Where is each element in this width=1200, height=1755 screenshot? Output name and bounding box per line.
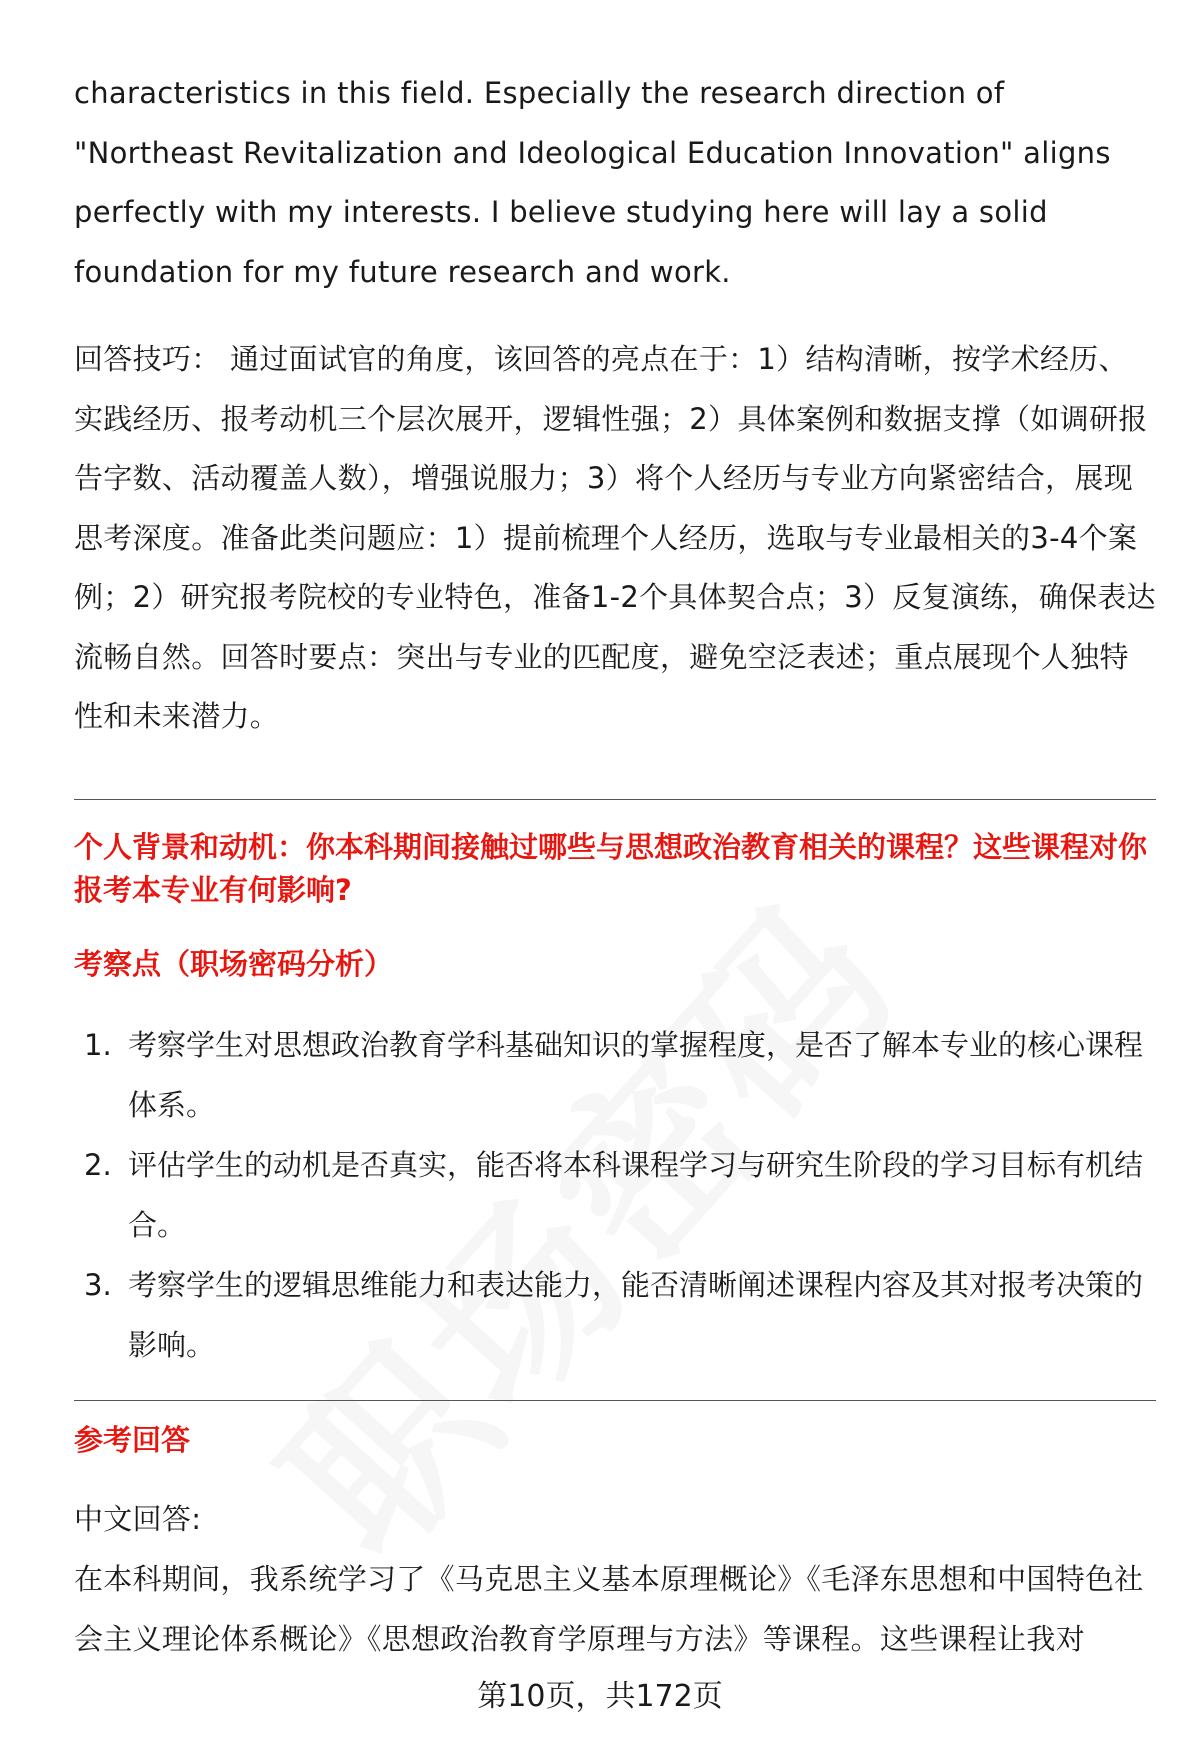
list-item-text: 评估学生的动机是否真实，能否将本科课程学习与研究生阶段的学习目标有机结合。 [128,1148,1144,1242]
reference-answer-heading: 参考回答 [74,1423,191,1457]
chinese-answer-paragraph: 在本科期间，我系统学习了《马克思主义基本原理概论》《毛泽东思想和中国特色社会主义理论体系概论》《思想政治教育学原理与方法》等课程。这些课程让我对 [74,1562,1144,1656]
list-item-text: 考察学生的逻辑思维能力和表达能力，能否清晰阐述课程内容及其对报考决策的影响。 [128,1268,1144,1362]
assessment-heading: 考察点（职场密码分析） [74,947,394,981]
answer-tips-paragraph: 回答技巧： 通过面试官的角度，该回答的亮点在于：1）结构清晰，按学术经历、实践经历、报考动机三个层次展开，逻辑性强；2）具体案例和数据支撑（如调研报告字数、活动覆盖人数），增强说服力；3）将个人经历与专业方向紧密结合，展现思考深度。准备此类问题应：1）提前梳理个人经历，选取与专业最相关的3-4个案例；2）研究报考院校的专业特色，准备1-2个具体契合点；3）反复演练，确保表达流畅自然。回答时要点：突出与专业的匹配度，避免空泛表述；重点展现个人独特性和未来潜力。 [74,342,1156,733]
list-item-number: 2. [84,1148,112,1182]
page-number-footer: 第10页，共172页 [477,1679,723,1714]
list-item [74,1135,1156,1255]
section-divider [74,1400,1156,1401]
english-answer-paragraph: characteristics in this field. Especially the research direction of "Northeast Revitalization and Ideological Education Innovation" aligns perfectly with my interests. I believe studying here will lay a solid foundation for my future research and work. [74,76,1111,289]
chinese-answer-label: 中文回答: [74,1502,202,1536]
section-divider [74,799,1156,800]
assessment-list [74,1015,1156,1375]
list-item-number: 1. [84,1028,112,1062]
list-item-text: 考察学生对思想政治教育学科基础知识的掌握程度，是否了解本专业的核心课程体系。 [128,1028,1144,1122]
question-title: 个人背景和动机：你本科期间接触过哪些与思想政治教育相关的课程？这些课程对你报考本专业有何影响? [74,830,1148,907]
list-item [74,1015,1156,1135]
list-item-number: 3. [84,1268,112,1302]
list-item [74,1255,1156,1375]
